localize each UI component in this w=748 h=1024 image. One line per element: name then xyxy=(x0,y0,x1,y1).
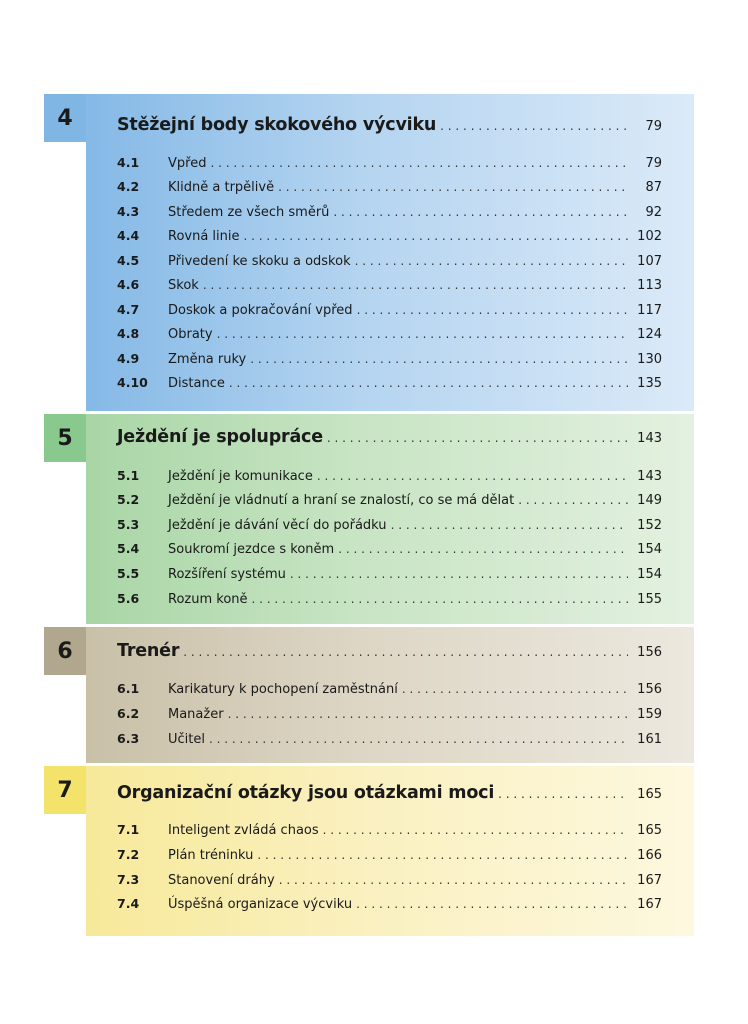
toc-entry-5-1[interactable] xyxy=(117,468,662,488)
section-number: 4.3 xyxy=(117,204,140,219)
page-number: 165 xyxy=(637,823,662,838)
leader-dots xyxy=(257,848,628,862)
chapter-6 xyxy=(44,627,694,763)
page-number: 113 xyxy=(637,278,662,293)
page-number: 135 xyxy=(637,376,662,391)
toc-entry-4-7[interactable] xyxy=(117,302,662,322)
toc-entry-4-2[interactable] xyxy=(117,179,662,199)
page-number: 167 xyxy=(637,897,662,912)
section-title: Plán tréninku xyxy=(168,848,254,863)
page-number: 130 xyxy=(637,352,662,367)
toc-entry-6-1[interactable] xyxy=(117,681,662,701)
chapter-title: Trenér xyxy=(117,641,180,661)
leader-dots xyxy=(323,823,628,837)
page-number: 152 xyxy=(637,518,662,533)
leader-dots xyxy=(498,787,628,801)
page-number: 156 xyxy=(637,645,662,660)
toc-entry-5-6[interactable] xyxy=(117,591,662,611)
toc-entry-4-6[interactable] xyxy=(117,277,662,297)
toc-entry-6-2[interactable] xyxy=(117,706,662,726)
page-number: 167 xyxy=(637,873,662,888)
toc-entry-4-1[interactable] xyxy=(117,155,662,175)
toc-entry-7-4[interactable] xyxy=(117,896,662,916)
page-number: 154 xyxy=(637,542,662,557)
section-number: 5.4 xyxy=(117,541,140,556)
page-number: 79 xyxy=(645,119,662,134)
section-title: Vpřed xyxy=(168,156,207,171)
chapter-title: Organizační otázky jsou otázkami moci xyxy=(117,783,495,803)
toc-entry-5-5[interactable] xyxy=(117,566,662,586)
toc-entry-4-8[interactable] xyxy=(117,326,662,346)
section-number: 7.2 xyxy=(117,847,140,862)
page-number: 124 xyxy=(637,327,662,342)
leader-dots xyxy=(357,303,628,317)
leader-dots xyxy=(250,352,628,366)
section-number: 5.2 xyxy=(117,492,140,507)
section-title: Rovná linie xyxy=(168,229,240,244)
leader-dots xyxy=(440,119,628,133)
section-number: 4.9 xyxy=(117,351,140,366)
leader-dots xyxy=(317,469,628,483)
chapter-5-heading[interactable] xyxy=(117,427,662,451)
section-number: 4.4 xyxy=(117,228,140,243)
page-number: 149 xyxy=(637,493,662,508)
section-title: Obraty xyxy=(168,327,213,342)
toc-entry-5-4[interactable] xyxy=(117,541,662,561)
leader-dots xyxy=(244,229,628,243)
section-number: 4.5 xyxy=(117,253,140,268)
chapter-6-number: 6 xyxy=(44,627,86,675)
leader-dots xyxy=(217,327,628,341)
section-number: 4.10 xyxy=(117,375,148,390)
chapter-title: Stěžejní body skokového výcviku xyxy=(117,115,437,135)
toc-entry-7-1[interactable] xyxy=(117,822,662,842)
section-title: Přivedení ke skoku a odskok xyxy=(168,254,351,269)
leader-dots xyxy=(333,205,628,219)
toc-entry-4-10[interactable] xyxy=(117,375,662,395)
page-number: 154 xyxy=(637,567,662,582)
leader-dots xyxy=(252,592,628,606)
section-title: Změna ruky xyxy=(168,352,247,367)
leader-dots xyxy=(229,376,628,390)
section-title: Středem ze všech směrů xyxy=(168,205,330,220)
page-number: 117 xyxy=(637,303,662,318)
leader-dots xyxy=(278,180,628,194)
section-title: Ježdění je dávání věcí do pořádku xyxy=(168,518,387,533)
page-number: 102 xyxy=(637,229,662,244)
page-number: 143 xyxy=(637,469,662,484)
section-number: 7.3 xyxy=(117,872,140,887)
section-title: Inteligent zvládá chaos xyxy=(168,823,319,838)
toc-entry-6-3[interactable] xyxy=(117,731,662,751)
section-number: 5.3 xyxy=(117,517,140,532)
leader-dots xyxy=(279,873,628,887)
page-number: 155 xyxy=(637,592,662,607)
leader-dots xyxy=(210,156,628,170)
leader-dots xyxy=(402,682,628,696)
page-number: 156 xyxy=(637,682,662,697)
section-number: 5.5 xyxy=(117,566,140,581)
chapter-5-number: 5 xyxy=(44,414,86,462)
chapter-4-number: 4 xyxy=(44,94,86,142)
toc-entry-5-2[interactable] xyxy=(117,492,662,512)
chapter-5 xyxy=(44,414,694,624)
section-number: 4.7 xyxy=(117,302,140,317)
leader-dots xyxy=(518,493,628,507)
chapter-6-heading[interactable] xyxy=(117,641,662,665)
page-number: 159 xyxy=(637,707,662,722)
section-number: 7.4 xyxy=(117,896,140,911)
section-number: 4.1 xyxy=(117,155,140,170)
page-number: 161 xyxy=(637,732,662,747)
section-title: Klidně a trpělivě xyxy=(168,180,275,195)
page-number: 87 xyxy=(645,180,662,195)
page-number: 165 xyxy=(637,787,662,802)
toc-entry-4-4[interactable] xyxy=(117,228,662,248)
section-number: 6.2 xyxy=(117,706,140,721)
toc-entry-4-9[interactable] xyxy=(117,351,662,371)
page-number: 79 xyxy=(645,156,662,171)
chapter-7-number: 7 xyxy=(44,766,86,814)
leader-dots xyxy=(327,431,628,445)
section-number: 6.1 xyxy=(117,681,140,696)
section-number: 4.8 xyxy=(117,326,140,341)
toc-entry-4-5[interactable] xyxy=(117,253,662,273)
section-title: Distance xyxy=(168,376,225,391)
section-title: Úspěšná organizace výcviku xyxy=(168,897,353,912)
leader-dots xyxy=(355,254,628,268)
leader-dots xyxy=(290,567,628,581)
leader-dots xyxy=(391,518,628,532)
toc-entry-7-3[interactable] xyxy=(117,872,662,892)
toc-entry-5-3[interactable] xyxy=(117,517,662,537)
section-number: 7.1 xyxy=(117,822,140,837)
chapter-4 xyxy=(44,94,694,411)
section-number: 5.6 xyxy=(117,591,140,606)
section-title: Soukromí jezdce s koněm xyxy=(168,542,335,557)
page-number: 166 xyxy=(637,848,662,863)
page-number: 143 xyxy=(637,431,662,446)
section-title: Manažer xyxy=(168,707,224,722)
chapter-4-heading[interactable] xyxy=(117,115,662,139)
section-title: Skok xyxy=(168,278,199,293)
chapter-title: Ježdění je spolupráce xyxy=(117,427,323,447)
section-title: Rozšíření systému xyxy=(168,567,286,582)
leader-dots xyxy=(338,542,628,556)
page-number: 107 xyxy=(637,254,662,269)
section-title: Doskok a pokračování vpřed xyxy=(168,303,353,318)
section-title: Učitel xyxy=(168,732,205,747)
leader-dots xyxy=(209,732,628,746)
leader-dots xyxy=(228,707,628,721)
leader-dots xyxy=(183,645,628,659)
section-title: Stanovení dráhy xyxy=(168,873,275,888)
section-number: 4.6 xyxy=(117,277,140,292)
section-title: Karikatury k pochopení zaměstnání xyxy=(168,682,398,697)
section-number: 6.3 xyxy=(117,731,140,746)
section-number: 4.2 xyxy=(117,179,140,194)
section-title: Ježdění je vládnutí a hraní se znalostí, co se má dělat xyxy=(168,493,515,508)
section-title: Rozum koně xyxy=(168,592,248,607)
chapter-7 xyxy=(44,766,694,936)
toc-entry-7-2[interactable] xyxy=(117,847,662,867)
leader-dots xyxy=(203,278,628,292)
chapter-7-heading[interactable] xyxy=(117,783,662,807)
toc-entry-4-3[interactable] xyxy=(117,204,662,224)
leader-dots xyxy=(356,897,628,911)
section-title: Ježdění je komunikace xyxy=(168,469,313,484)
section-number: 5.1 xyxy=(117,468,140,483)
page-number: 92 xyxy=(645,205,662,220)
